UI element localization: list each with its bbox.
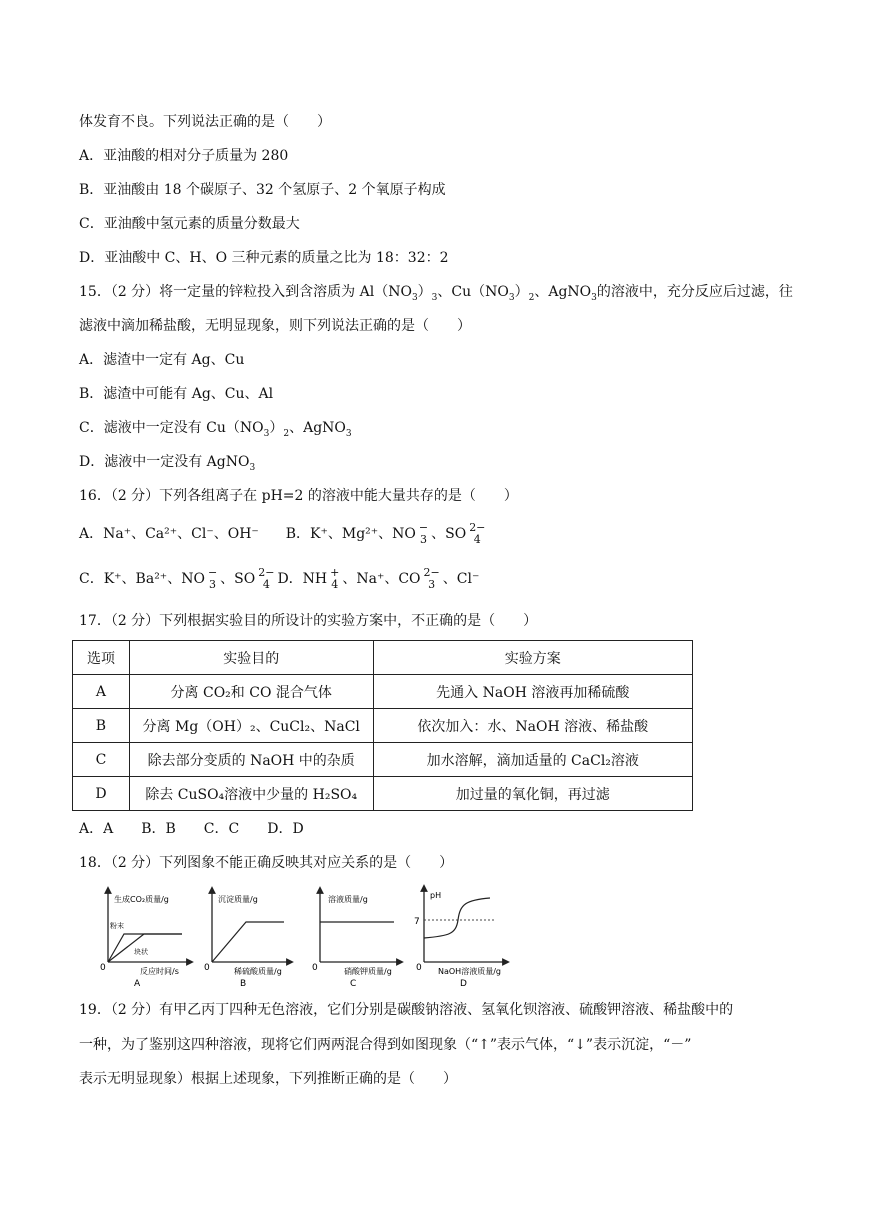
- table-cell: 除去 CuSO₄溶液中少量的 H₂SO₄: [129, 777, 373, 811]
- q15-option-b: B．滤渣中可能有 Ag、Cu、Al: [79, 386, 274, 402]
- q16-option-a: A．Na⁺、Ca²⁺、Cl⁻、OH⁻: [79, 526, 259, 542]
- q16-options-cd: [79, 567, 479, 591]
- table-header: 实验方案: [373, 641, 692, 675]
- table-cell: 分离 Mg（OH）₂、CuCl₂、NaCl: [129, 709, 373, 743]
- fraction: − 3: [207, 566, 218, 591]
- fraction: − 3: [418, 521, 429, 546]
- graph-b: [204, 890, 290, 989]
- graph-d-label: D: [460, 979, 467, 989]
- q14-option-c: C．亚油酸中氢元素的质量分数最大: [79, 216, 300, 232]
- graph-d-xlabel: NaOH溶液质量/g: [438, 967, 501, 976]
- q14-option-a: A．亚油酸的相对分子质量为 280: [79, 148, 289, 164]
- fraction: 2− 4: [469, 521, 486, 546]
- graph-a: [100, 890, 190, 989]
- table-cell: 加水溶解，滴加适量的 CaCl₂溶液: [373, 743, 692, 777]
- fraction: 2− 3: [423, 566, 440, 591]
- table-cell: 先通入 NaOH 溶液再加稀硫酸: [373, 675, 692, 709]
- table-cell: 分离 CO₂和 CO 混合气体: [129, 675, 373, 709]
- q16-stem: 16．（2 分）下列各组离子在 pH=2 的溶液中能大量共存的是（ ）: [79, 488, 518, 504]
- graph-c-origin: 0: [312, 963, 318, 973]
- graph-b-origin: 0: [204, 963, 210, 973]
- q15-option-c: C．滤液中一定没有 $Cu(NO_3)_2$、AgNO$_3$: [79, 420, 352, 439]
- table-cell: 依次加入：水、NaOH 溶液、稀盐酸: [373, 709, 692, 743]
- graph-b-ylabel: 沉淀质量/g: [218, 895, 258, 904]
- q17-stem: 17．（2 分）下列根据实验目的所设计的实验方案中，不正确的是（ ）: [79, 613, 538, 629]
- q18-stem: 18．（2 分）下列图象不能正确反映其对应关系的是（ ）: [79, 855, 454, 871]
- fraction: + 4: [330, 566, 340, 591]
- graph-d-tick-7: 7: [414, 917, 420, 927]
- graph-d: [414, 888, 506, 989]
- graph-a-xlabel: 反应时间/s: [140, 967, 179, 976]
- q19-stem-line2: 一种，为了鉴别这四种溶液，现将它们两两混合得到如图现象（“↑”表示气体，“↓”表示沉淀，“－”: [79, 1037, 692, 1053]
- graph-c-label: C: [350, 979, 357, 989]
- q16-option-d: D．NH + 4 、Na⁺、CO 2− 3 、Cl⁻: [277, 566, 480, 591]
- q14-option-b: B．亚油酸由 18 个碳原子、32 个氢原子、2 个氧原子构成: [79, 182, 446, 198]
- graph-d-ylabel: pH: [430, 891, 442, 900]
- q15-stem-line2: 滤液中滴加稀盐酸，无明显现象，则下列说法正确的是（ ）: [79, 318, 471, 334]
- q15-option-a: A．滤渣中一定有 Ag、Cu: [79, 352, 245, 368]
- q14-stem-continuation: 体发育不良。下列说法正确的是（ ）: [79, 114, 331, 130]
- table-cell: D: [73, 777, 130, 811]
- graph-a-ylabel: 生成CO₂质量/g: [114, 895, 169, 904]
- q15-option-d: D．滤液中一定没有 AgNO$_3$: [79, 454, 256, 473]
- q18-graphs: [94, 884, 514, 994]
- table-row: [73, 777, 693, 811]
- graph-c-ylabel: 溶液质量/g: [328, 895, 368, 904]
- table-row: [73, 675, 693, 709]
- q16-option-c: C．K⁺、Ba²⁺、NO − 3 、SO 2− 4: [79, 566, 275, 591]
- table-cell: 加过量的氧化铜，再过滤: [373, 777, 692, 811]
- graph-d-origin: 0: [416, 963, 422, 973]
- table-row: [73, 743, 693, 777]
- ph-curve: [424, 898, 490, 938]
- q15-stem-line1: 15．（2 分）将一定量的锌粒投入到含溶质为 $Al(NO_3)_3$、$Cu(NO_3)_2$、AgNO$_3$的溶液中，充分反应后过滤，往: [79, 284, 793, 303]
- graph-a-curve1-label: 粉末: [110, 922, 124, 930]
- table-header: 选项: [73, 641, 130, 675]
- q19-stem-line1: 19．（2 分）有甲乙丙丁四种无色溶液，它们分别是碳酸钠溶液、氢氧化钡溶液、硫酸钾溶液、稀盐酸中的: [79, 1002, 734, 1018]
- table-cell: B: [73, 709, 130, 743]
- table-cell: A: [73, 675, 130, 709]
- q17-options: A．A B．B C．C D．D: [79, 821, 304, 837]
- q19-stem-line3: 表示无明显现象）根据上述现象，下列推断正确的是（ ）: [79, 1071, 457, 1087]
- precipitate-curve: [212, 922, 284, 962]
- experiment-table: [72, 640, 693, 811]
- table-cell: C: [73, 743, 130, 777]
- table-row: [73, 709, 693, 743]
- fraction: 2− 4: [258, 566, 275, 591]
- graph-c: [312, 890, 400, 989]
- graph-a-origin: 0: [100, 963, 106, 973]
- graph-a-curve2-label: 块状: [134, 948, 148, 956]
- table-header: 实验目的: [129, 641, 373, 675]
- graph-a-label: A: [134, 979, 141, 989]
- graph-b-xlabel: 稀硫酸质量/g: [234, 967, 282, 976]
- q14-option-d: D．亚油酸中 C、H、O 三种元素的质量之比为 18：32：2: [79, 250, 449, 266]
- q16-option-b: B．K⁺、Mg²⁺、NO − 3 、SO 2− 4: [285, 521, 486, 546]
- q16-options-ab: [79, 522, 488, 546]
- table-cell: 除去部分变质的 NaOH 中的杂质: [129, 743, 373, 777]
- graph-b-label: B: [240, 979, 247, 989]
- table-header-row: [73, 641, 693, 675]
- graph-c-xlabel: 硝酸钾质量/g: [344, 967, 392, 976]
